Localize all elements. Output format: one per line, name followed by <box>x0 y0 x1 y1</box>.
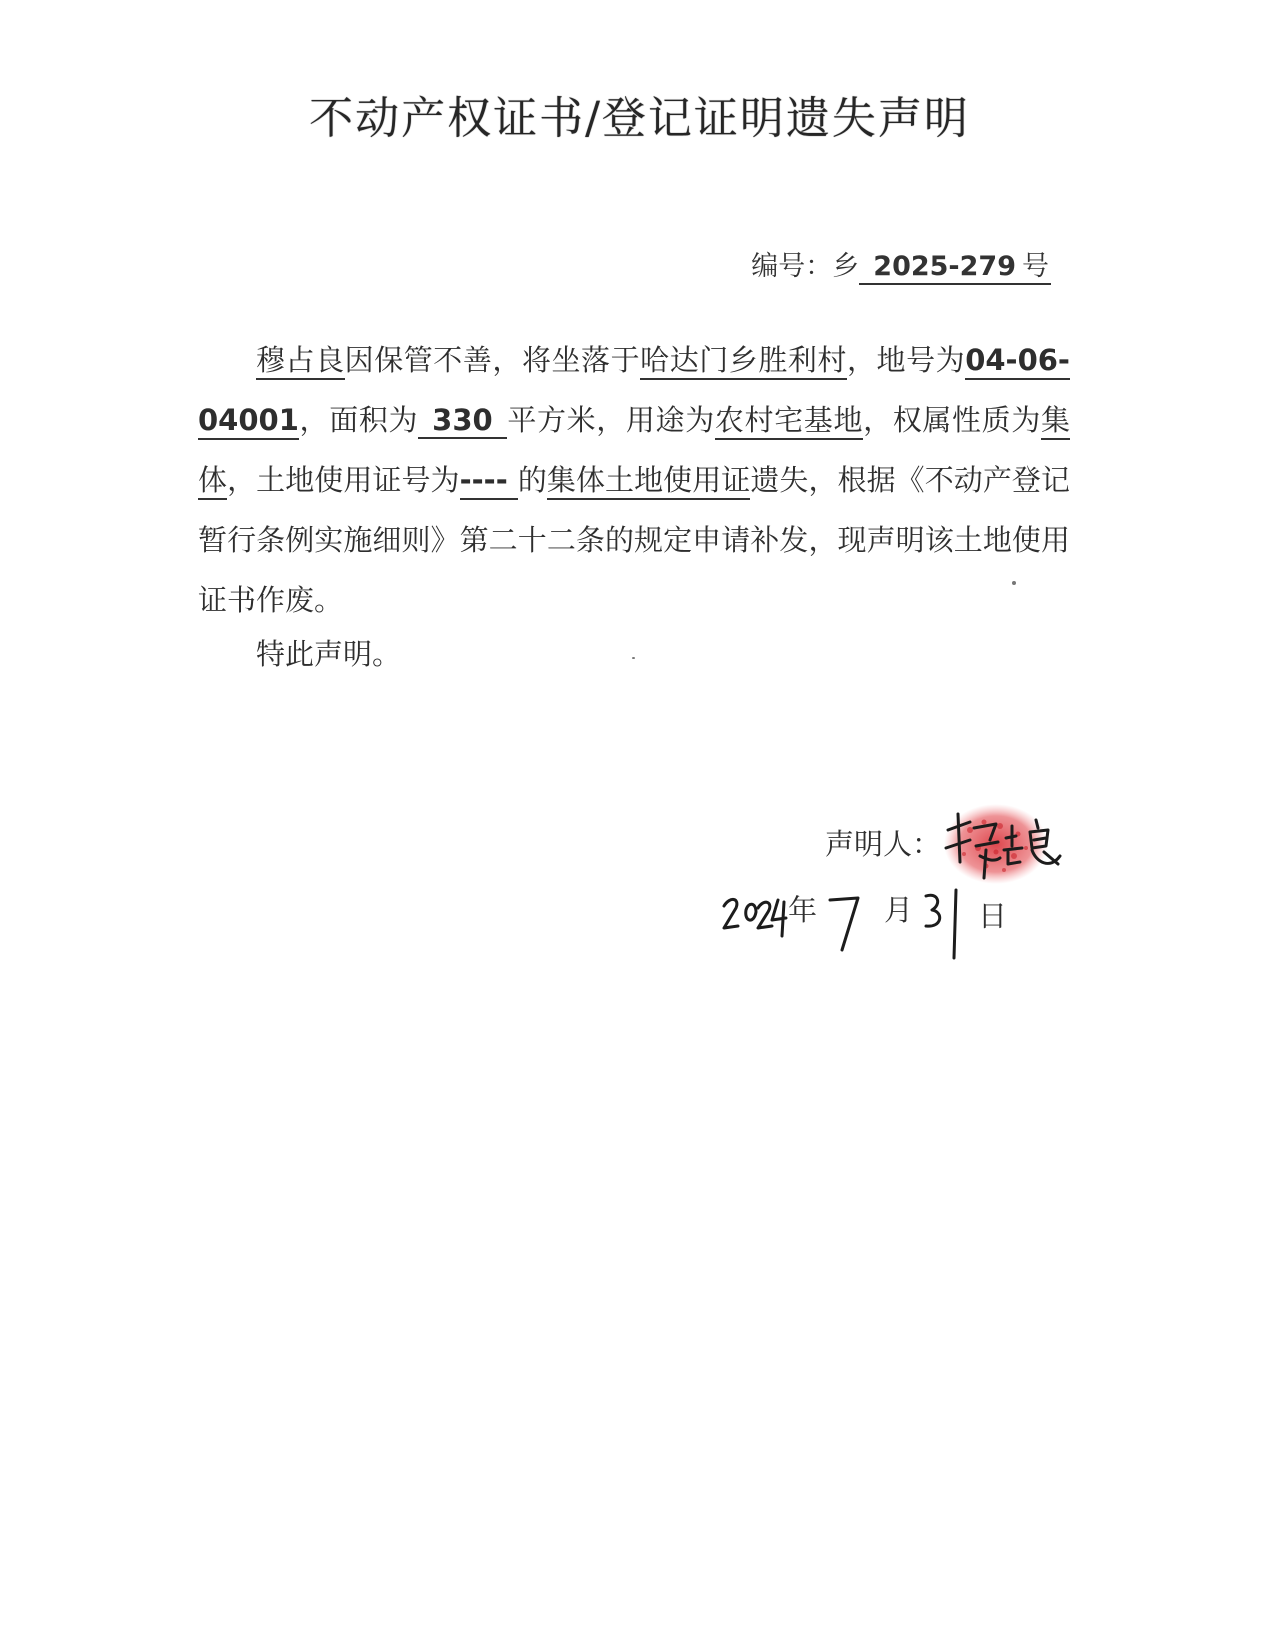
ownership-type: 集体 <box>198 403 1070 500</box>
body-text-8: 遗失，根据《不动产登记暂行条例实施细则》第二十二条的规定申请补发，现声明该土地使用证书作废。 <box>198 463 1070 617</box>
closing-statement: 特此声明。 <box>256 637 402 671</box>
document-number <box>751 244 1051 285</box>
scan-speck <box>632 657 635 659</box>
date-day-label: 日 <box>978 899 1008 933</box>
date-year-label: 年 <box>788 893 818 927</box>
declaration-body <box>198 330 1070 630</box>
date-month-label: 月 <box>884 893 914 927</box>
body-text-1: 因保管不善，将坐落于 <box>344 343 641 377</box>
number-suffix: 号 <box>1022 251 1049 282</box>
parcel-number: 04-06-04001 <box>198 343 1070 440</box>
certificate-type: 集体土地使用证 <box>547 463 750 500</box>
body-text-4: 平方米，用途为 <box>506 403 715 437</box>
body-text-3: ，面积为 <box>298 403 419 437</box>
land-area: 330 <box>418 403 507 439</box>
document-title: 不动产权证书/登记证明遗失声明 <box>309 93 970 144</box>
land-usage: 农村宅基地 <box>715 403 863 440</box>
scan-speck <box>1012 581 1016 585</box>
body-text-7: 的 <box>517 463 547 497</box>
body-text-6: ，土地使用证号为 <box>227 463 460 497</box>
property-location: 哈达门乡胜利村 <box>640 343 847 380</box>
body-text-5: ，权属性质为 <box>863 403 1041 437</box>
certificate-number: ---- <box>460 463 518 500</box>
body-text-2: ，地号为 <box>846 343 966 377</box>
number-label: 编号：乡 <box>751 251 860 282</box>
declarant-label: 声明人： <box>825 827 942 861</box>
number-value: 2025-279 号 <box>859 244 1051 285</box>
declarant-name: 穆占良 <box>256 343 345 380</box>
